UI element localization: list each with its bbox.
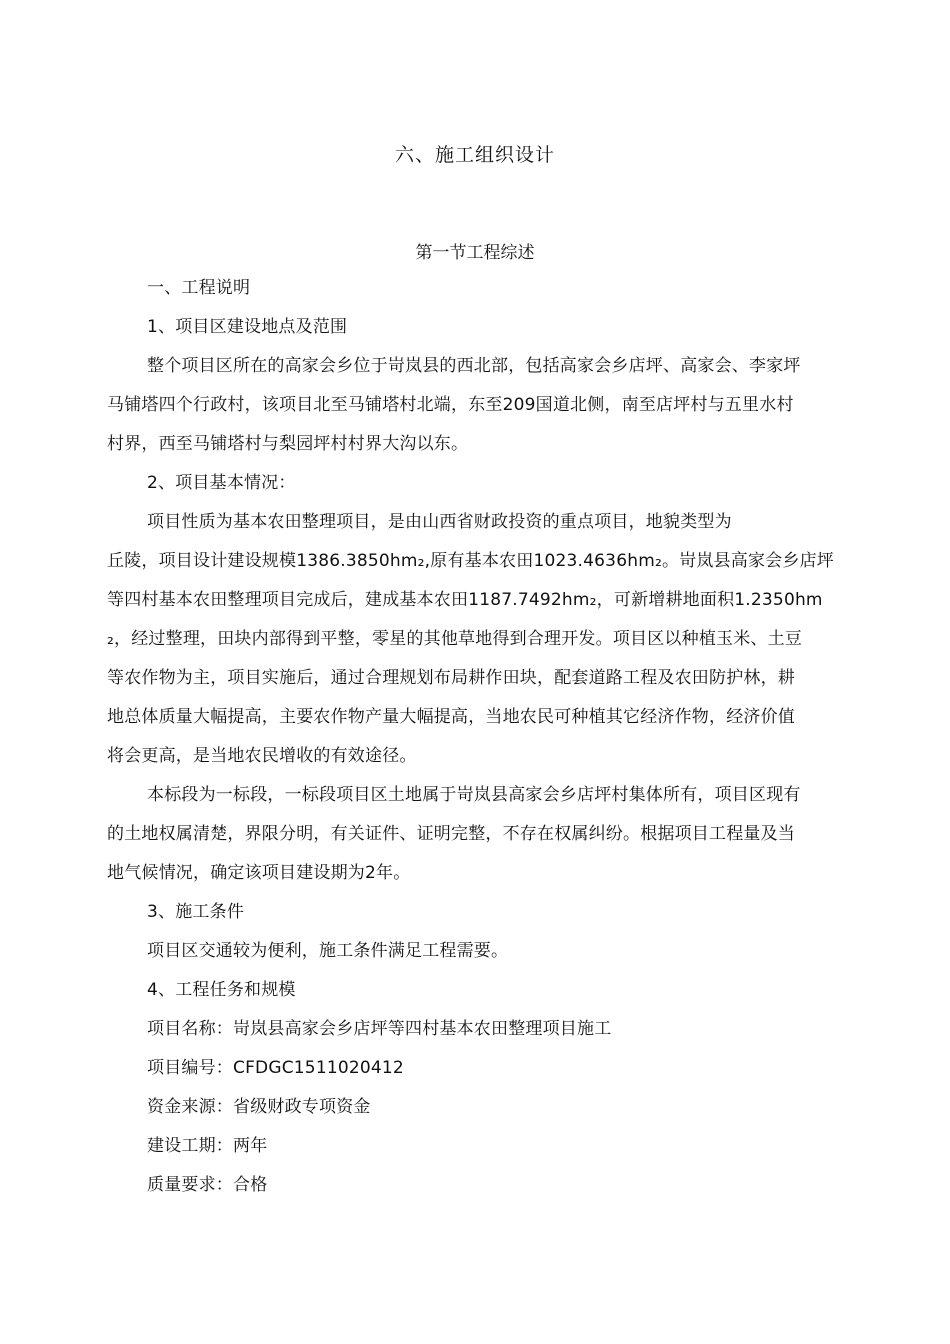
- item-2-heading: 2、项目基本情况：: [147, 473, 296, 493]
- paragraph-line: 整个项目区所在的高家会乡位于岢岚县的西北部，包括高家会乡店坪、高家会、李家坪: [147, 356, 801, 376]
- heading-engineering-description: 一、工程说明: [147, 278, 251, 298]
- section-title: 第一节工程综述: [415, 243, 535, 263]
- paragraph-line: 等农作物为主，项目实施后，通过合理规划布局耕作田块，配套道路工程及农田防护林，耕: [107, 668, 795, 688]
- paragraph-line: 项目性质为基本农田整理项目，是由山西省财政投资的重点项目，地貌类型为: [147, 512, 732, 532]
- paragraph-line: 马铺塔四个行政村，该项目北至马铺塔村北端，东至209国道北侧，南至店坪村与五里水村: [107, 395, 794, 415]
- paragraph-line: ₂，经过整理，田块内部得到平整，零星的其他草地得到合理开发。项目区以种植玉米、土豆: [107, 629, 803, 649]
- project-name: 项目名称：岢岚县高家会乡店坪等四村基本农田整理项目施工: [147, 1019, 612, 1039]
- chapter-title: 六、施工组织设计: [394, 144, 555, 166]
- paragraph-line: 将会更高，是当地农民增收的有效途径。: [107, 746, 417, 766]
- item-4-heading: 4、工程任务和规模: [147, 980, 296, 1000]
- project-code: 项目编号：CFDGC1511020412: [147, 1058, 404, 1078]
- build-period: 建设工期：两年: [147, 1136, 268, 1156]
- item-3-heading: 3、施工条件: [147, 902, 245, 922]
- paragraph-line: 丘陵，项目设计建设规模1386.3850hm₂,原有基本农田1023.4636hm₂。岢岚县高家会乡店坪: [107, 551, 834, 571]
- paragraph-line: 地总体质量大幅提高，主要农作物产量大幅提高，当地农民可种植其它经济作物，经济价值: [107, 707, 795, 727]
- quality-requirement: 质量要求：合格: [147, 1175, 268, 1195]
- paragraph-line: 等四村基本农田整理项目完成后，建成基本农田1187.7492hm₂，可新增耕地面积1.2350hm: [107, 590, 823, 610]
- paragraph-line: 村界，西至马铺塔村与梨园坪村村界大沟以东。: [107, 434, 469, 454]
- paragraph-line: 本标段为一标段，一标段项目区土地属于岢岚县高家会乡店坪村集体所有，项目区现有: [147, 785, 801, 805]
- paragraph-line: 地气候情况，确定该项目建设期为2年。: [107, 863, 411, 883]
- paragraph-line: 的土地权属清楚，界限分明，有关证件、证明完整，不存在权属纠纷。根据项目工程量及当: [107, 824, 795, 844]
- item-1-heading: 1、项目区建设地点及范围: [147, 317, 348, 337]
- paragraph-line: 项目区交通较为便利，施工条件满足工程需要。: [147, 941, 509, 961]
- fund-source: 资金来源：省级财政专项资金: [147, 1097, 371, 1117]
